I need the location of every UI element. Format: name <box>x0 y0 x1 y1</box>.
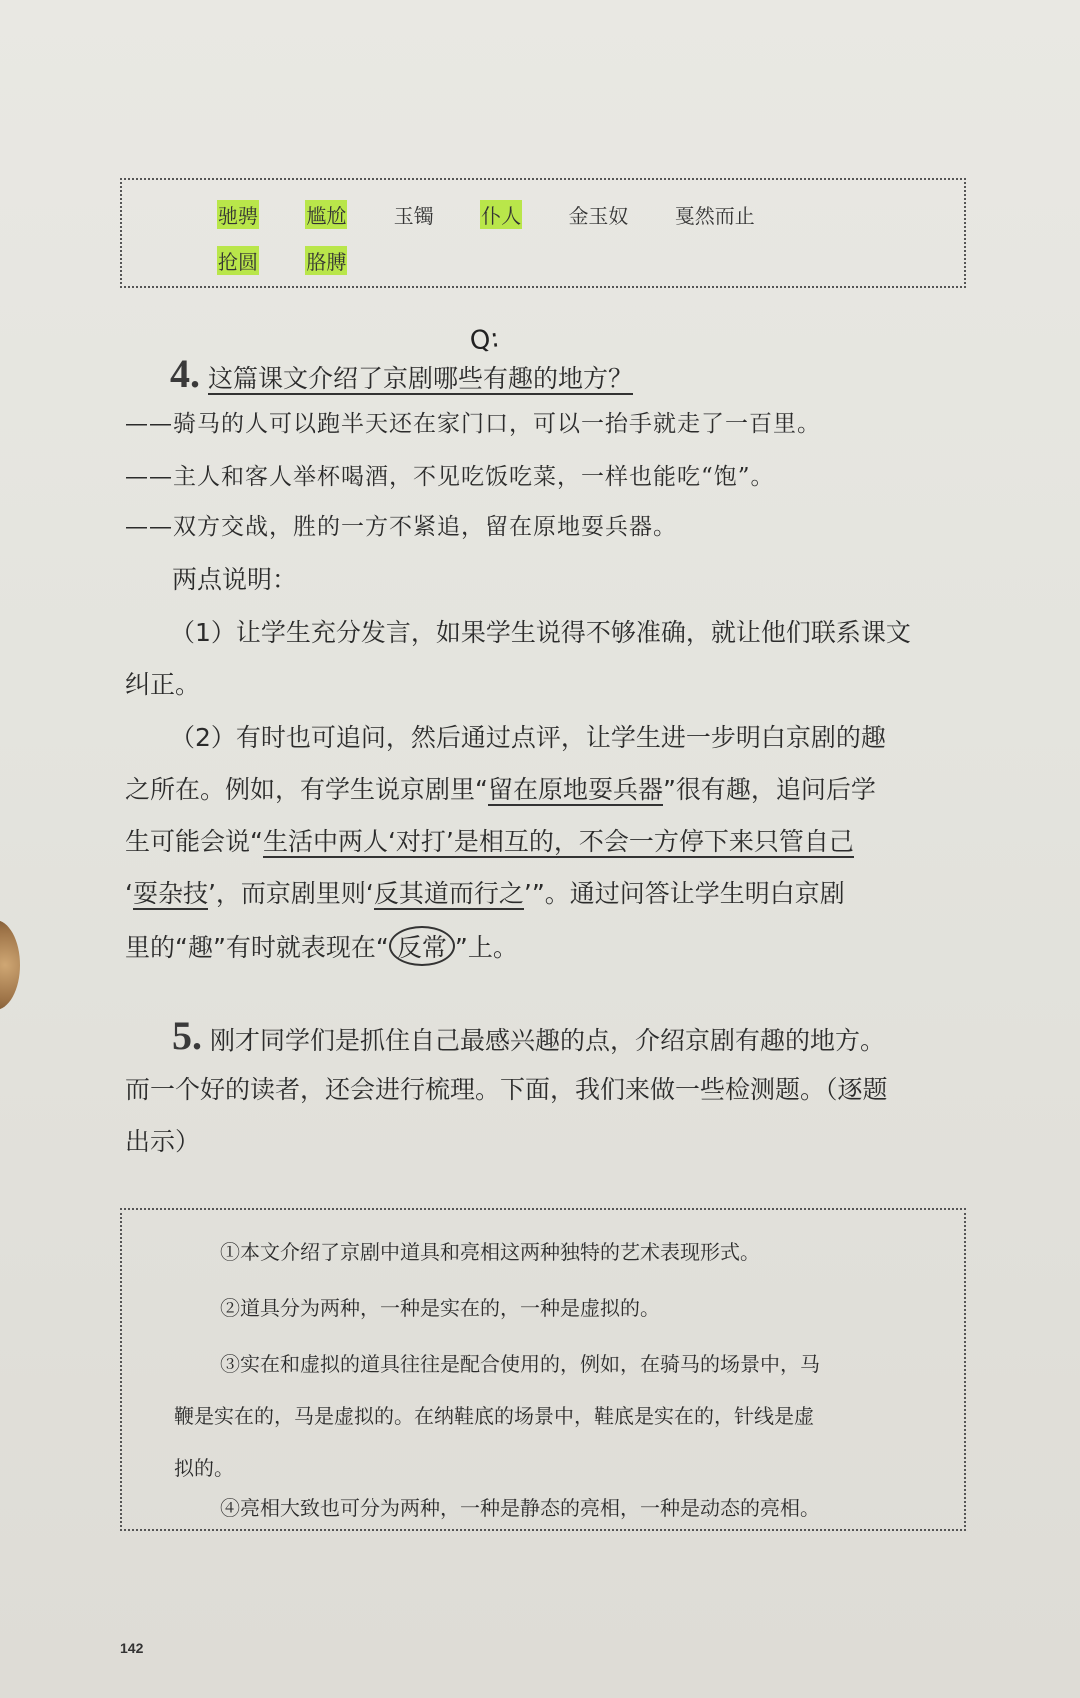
vocab-box <box>120 178 966 288</box>
statements-box <box>120 1208 966 1531</box>
answer-line: ——主人和客人举杯喝酒，不见吃饭吃菜，一样也能吃“饱”。 <box>125 464 775 490</box>
question-number: 5. <box>172 1013 202 1058</box>
answer-line: ——骑马的人可以跑半天还在家门口，可以一抬手就走了一百里。 <box>125 411 821 437</box>
statement-3-cont: 鞭是实在的，马是虚拟的。在纳鞋底的场景中，鞋底是实在的，针线是虚 <box>174 1404 814 1428</box>
paragraph-line: 纠正。 <box>125 670 201 699</box>
vocab-word: 驰骋 <box>217 200 259 229</box>
vocab-word: 玉镯 <box>393 204 434 228</box>
vocab-word: 金玉奴 <box>568 204 629 228</box>
question-text: 刚才同学们是抓住自己最感兴趣的点，介绍京剧有趣的地方。 <box>209 1026 885 1055</box>
q5-heading <box>172 1012 885 1059</box>
statement-3: ③实在和虚拟的道具往往是配合使用的，例如，在骑马的场景中，马 <box>220 1352 820 1376</box>
question-text: 这篇课文介绍了京剧哪些有趣的地方？ <box>207 364 633 393</box>
text-segment: ”很有趣，追问后学 <box>662 775 876 804</box>
handwritten-mark: Q: <box>468 323 502 357</box>
paragraph-line <box>125 926 518 966</box>
paragraph-line <box>125 822 854 858</box>
statement-4: ④亮相大致也可分为两种，一种是静态的亮相，一种是动态的亮相。 <box>220 1496 820 1520</box>
paragraph-line <box>125 770 876 806</box>
vocab-row-1 <box>217 200 795 229</box>
underlined-text: 留在原地耍兵器 <box>487 775 663 804</box>
notes-title: 两点说明： <box>172 565 298 594</box>
statement-3-cont: 拟的。 <box>174 1456 234 1480</box>
underlined-text: 耍杂技 <box>132 879 208 908</box>
text-segment: ’，而京剧里则‘ <box>207 879 374 908</box>
paragraph-line: 而一个好的读者，还会进行梳理。下面，我们来做一些检测题。（逐题 <box>125 1075 888 1104</box>
text-segment: ’”。通过问答让学生明白京剧 <box>523 879 845 908</box>
vocab-word: 戛然而止 <box>674 204 755 228</box>
page-number: 142 <box>120 1640 144 1656</box>
text-segment: 生可能会说“ <box>125 827 263 856</box>
statement-2: ②道具分为两种，一种是实在的，一种是虚拟的。 <box>220 1296 660 1320</box>
paragraph-line: （1）让学生充分发言，如果学生说得不够准确，就让他们联系课文 <box>170 618 911 647</box>
statement-1: ①本文介绍了京剧中道具和亮相这两种独特的艺术表现形式。 <box>220 1240 760 1264</box>
circled-text: 反常 <box>389 926 455 966</box>
vocab-word: 尴尬 <box>305 200 347 229</box>
paragraph-line: 出示） <box>125 1127 201 1156</box>
question-number: 4. <box>170 351 200 396</box>
vocab-word: 仆人 <box>480 200 522 229</box>
answer-line: ——双方交战，胜的一方不紧追，留在原地耍兵器。 <box>125 514 677 540</box>
finger-thumb <box>0 920 20 1010</box>
paragraph-line: （2）有时也可追问，然后通过点评，让学生进一步明白京剧的趣 <box>170 723 886 752</box>
text-segment: 之所在。例如，有学生说京剧里“ <box>125 775 488 804</box>
paragraph-line <box>125 874 845 910</box>
vocab-word: 抢圆 <box>217 246 259 275</box>
text-segment: 里的“趣”有时就表现在“ <box>125 933 389 962</box>
underlined-text: 生活中两人‘对打’是相互的，不会一方停下来只管自己 <box>262 827 854 856</box>
q4-heading <box>170 350 633 397</box>
vocab-word: 胳膊 <box>305 246 347 275</box>
text-segment: ”上。 <box>454 933 518 962</box>
vocab-row-2 <box>217 246 387 275</box>
underlined-text: 反其道而行之 <box>373 879 524 908</box>
text-segment: ‘ <box>125 879 133 908</box>
